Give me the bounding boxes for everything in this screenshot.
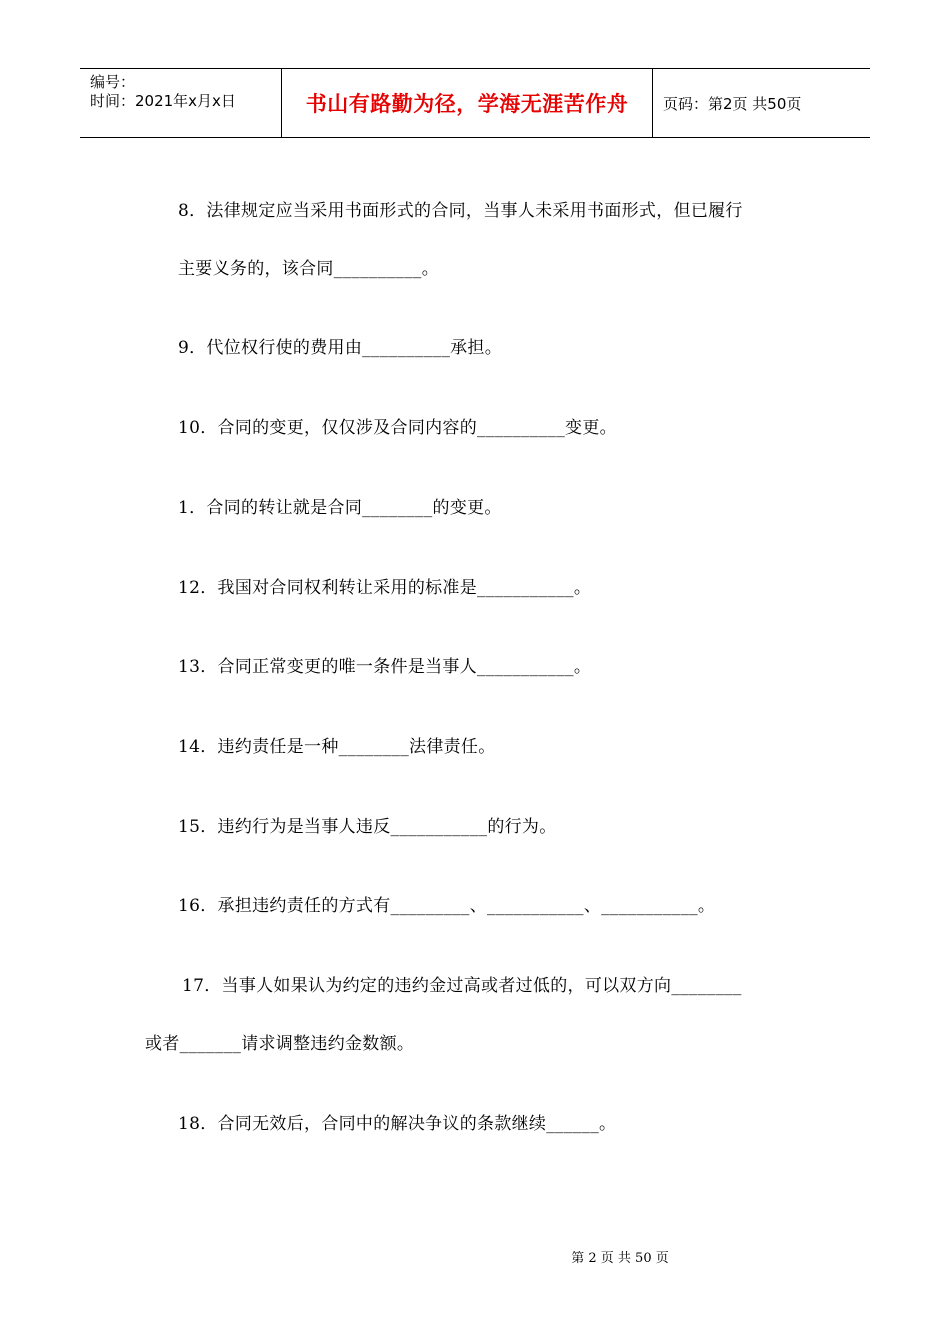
header-meta-cell bbox=[80, 69, 282, 137]
question-13: 13．合同正常变更的唯一条件是当事人___________。 bbox=[178, 657, 592, 677]
question-17-line-1: 17．当事人如果认为约定的违约金过高或者过低的，可以双方向________ bbox=[182, 976, 742, 996]
question-12: 12．我国对合同权利转让采用的标准是___________。 bbox=[178, 578, 592, 598]
page-number-label: 页码：第2页 共50页 bbox=[663, 94, 802, 113]
footer-page-number: 第 2 页 共 50 页 bbox=[571, 1251, 669, 1266]
motto-text: 书山有路勤为径，学海无涯苦作舟 bbox=[305, 92, 629, 116]
date-label: 时间：2021年x月x日 bbox=[90, 92, 236, 110]
header-motto-cell bbox=[282, 69, 653, 137]
question-15: 15．违约行为是当事人违反___________的行为。 bbox=[178, 817, 557, 837]
serial-number-label: 编号： bbox=[90, 73, 136, 91]
question-11: 1．合同的转让就是合同________的变更。 bbox=[178, 498, 502, 518]
question-14: 14．违约责任是一种________法律责任。 bbox=[178, 737, 496, 757]
question-9: 9．代位权行使的费用由__________承担。 bbox=[178, 338, 503, 358]
page-footer bbox=[0, 1247, 950, 1266]
page-header bbox=[80, 68, 870, 138]
question-8-line-2: 主要义务的，该合同__________。 bbox=[178, 259, 439, 279]
question-16: 16．承担违约责任的方式有_________、___________、___________。 bbox=[178, 896, 716, 916]
question-8-line-1: 8．法律规定应当采用书面形式的合同，当事人未采用书面形式，但已履行 bbox=[178, 201, 743, 221]
question-18: 18．合同无效后，合同中的解决争议的条款继续______。 bbox=[178, 1114, 617, 1134]
header-page-cell bbox=[653, 69, 870, 137]
question-17-line-2: 或者_______请求调整违约金数额。 bbox=[145, 1034, 415, 1054]
question-10: 10．合同的变更，仅仅涉及合同内容的__________变更。 bbox=[178, 418, 617, 438]
